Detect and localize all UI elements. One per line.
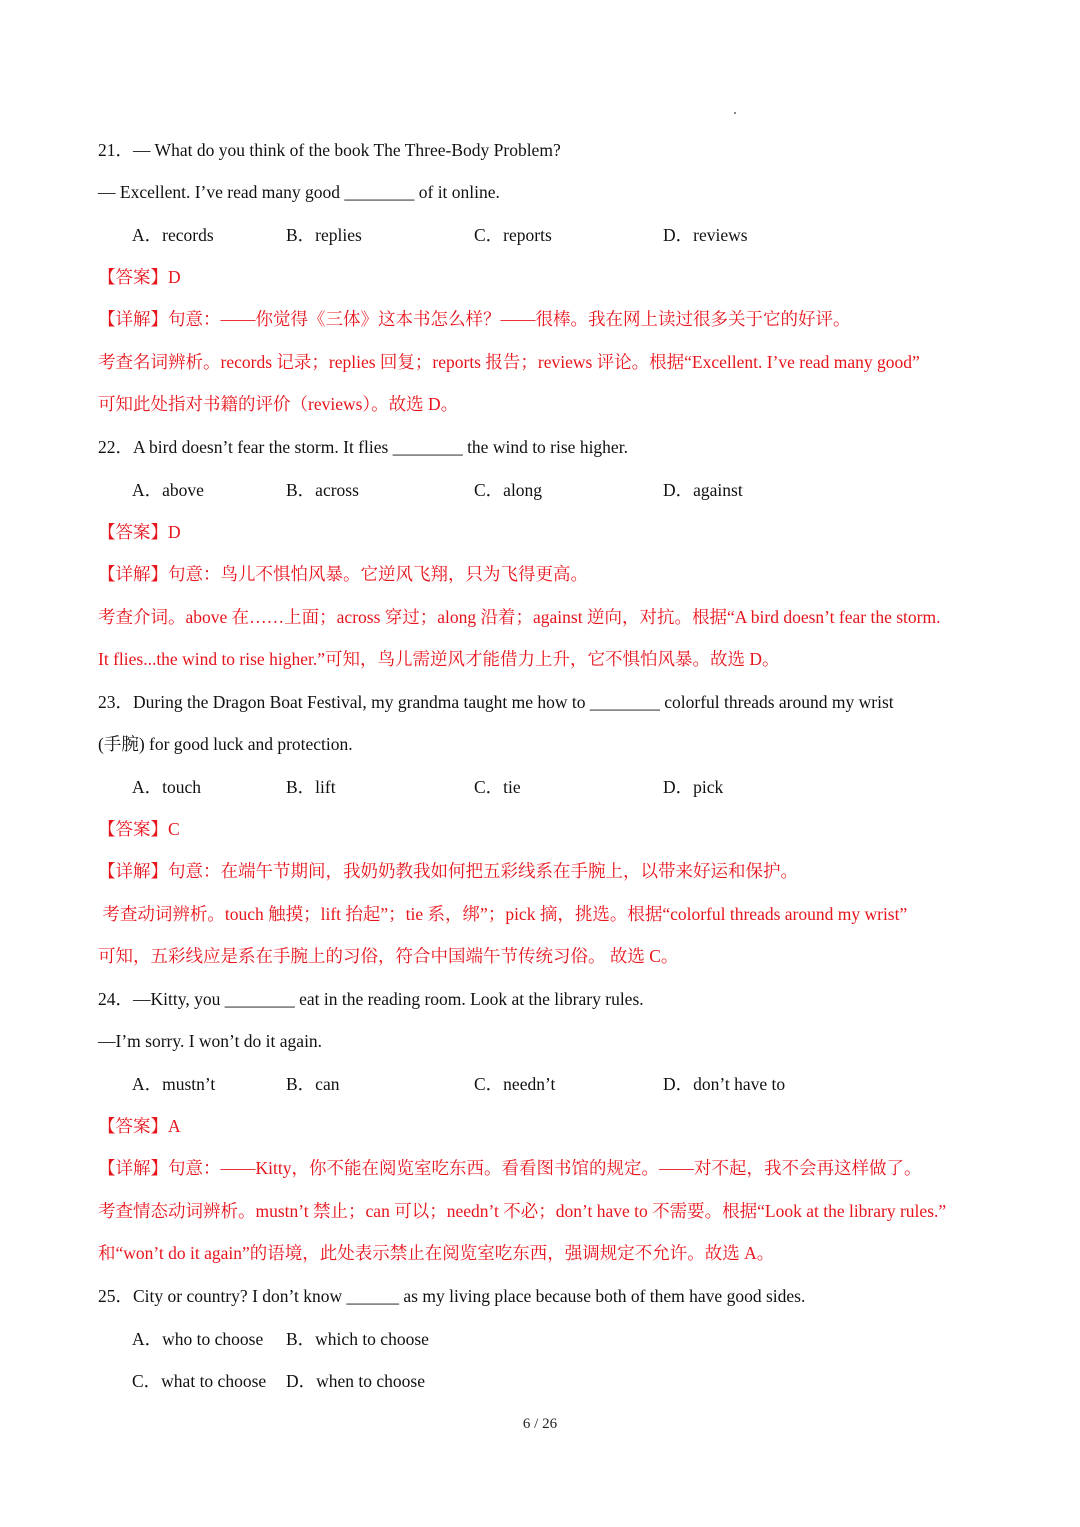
q22-option-b: B．across: [286, 480, 359, 500]
q21-option-d: D．reviews: [663, 225, 748, 245]
q23-explain-2: 考查动词辨析。touch 触摸；lift 抬起”；tie 系，绑”；pick 摘，挑选。根据“colorful threads around my wrist”: [98, 904, 908, 924]
q21-explain-1: 【详解】句意：——你觉得《三体》这本书怎么样？——很棒。我在网上读过很多关于它的好评。: [98, 309, 851, 329]
q25-option-b: B．which to choose: [286, 1329, 429, 1349]
q22-explain-2: 考查介词。above 在……上面；across 穿过；along 沿着；against 逆向，对抗。根据“A bird doesn’t fear the storm.: [98, 607, 941, 627]
q22-explain-1: 【详解】句意：鸟儿不惧怕风暴。它逆风飞翔，只为飞得更高。: [98, 564, 588, 584]
q24-stem-2: —I’m sorry. I won’t do it again.: [98, 1031, 323, 1051]
q21-answer: 【答案】D: [98, 267, 181, 287]
q22-stem: 22．A bird doesn’t fear the storm. It flies ________ the wind to rise higher.: [98, 437, 628, 457]
q24-option-a: A．mustn’t: [132, 1074, 216, 1094]
question-21-stem: [98, 138, 984, 162]
page-number: 6 / 26: [522, 1416, 558, 1432]
q25-option-d: D．when to choose: [286, 1371, 426, 1391]
q23-explain-3: 可知，五彩线应是系在手腕上的习俗，符合中国端午节传统习俗。 故选 C。: [98, 946, 679, 966]
q23-option-d: D．pick: [663, 777, 724, 797]
q24-explain-1: 【详解】句意：——Kitty，你不能在阅览室吃东西。看看图书馆的规定。——对不起，我不会再这样做了。: [98, 1158, 922, 1178]
q23-option-a: A．touch: [132, 777, 202, 797]
q21-explain-3: 可知此处指对书籍的评价（reviews）。故选 D。: [98, 394, 459, 414]
q25-option-a: A．who to choose: [132, 1329, 264, 1349]
q21-stem-line-1: 21．— What do you think of the book The Three-Body Problem?: [98, 140, 561, 160]
q22-option-d: D．against: [663, 480, 743, 500]
q22-option-a: A．above: [132, 480, 204, 500]
q25-stem: 25．City or country? I don’t know ______ as my living place because both of them have good sides.: [98, 1286, 806, 1306]
q22-answer: 【答案】D: [98, 522, 181, 542]
q21-stem-line-2: — Excellent. I’ve read many good ________ of it online.: [98, 182, 500, 202]
q23-answer: 【答案】C: [98, 819, 180, 839]
q24-stem-1: 24．—Kitty, you ________ eat in the reading room. Look at the library rules.: [98, 989, 644, 1009]
q23-stem-1: 23．During the Dragon Boat Festival, my grandma taught me how to ________ colorful threads around my wrist: [98, 692, 894, 712]
q24-option-c: C．needn’t: [474, 1074, 556, 1094]
q21-option-b: B．replies: [286, 225, 362, 245]
q24-option-b: B．can: [286, 1074, 340, 1094]
question-21-stem-2: [98, 180, 984, 204]
q21-option-c: C．reports: [474, 225, 552, 245]
q25-option-c: C．what to choose: [132, 1371, 267, 1391]
q24-answer: 【答案】A: [98, 1116, 181, 1136]
q22-explain-3: It flies...the wind to rise higher.”可知，鸟儿需逆风才能借力上升，它不惧怕风暴。故选 D。: [98, 649, 780, 669]
q23-stem-2: (手腕) for good luck and protection.: [98, 734, 353, 754]
q21-explain-2: 考查名词辨析。records 记录；replies 回复；reports 报告；reviews 评论。根据“Excellent. I’ve read many good”: [98, 352, 920, 372]
q23-option-b: B．lift: [286, 777, 336, 797]
q22-option-c: C．along: [474, 480, 543, 500]
q24-explain-3: 和“won’t do it again”的语境，此处表示禁止在阅览室吃东西，强调规定不允许。故选 A。: [98, 1243, 775, 1263]
stray-dot: [734, 112, 736, 114]
q23-option-c: C．tie: [474, 777, 521, 797]
q23-explain-1: 【详解】句意：在端午节期间，我奶奶教我如何把五彩线系在手腕上，以带来好运和保护。: [98, 861, 798, 881]
q21-option-a: A．records: [132, 225, 214, 245]
q24-explain-2: 考查情态动词辨析。mustn’t 禁止；can 可以；needn’t 不必；don’t have to 不需要。根据“Look at the library rules.”: [98, 1201, 947, 1221]
q24-option-d: D．don’t have to: [663, 1074, 786, 1094]
